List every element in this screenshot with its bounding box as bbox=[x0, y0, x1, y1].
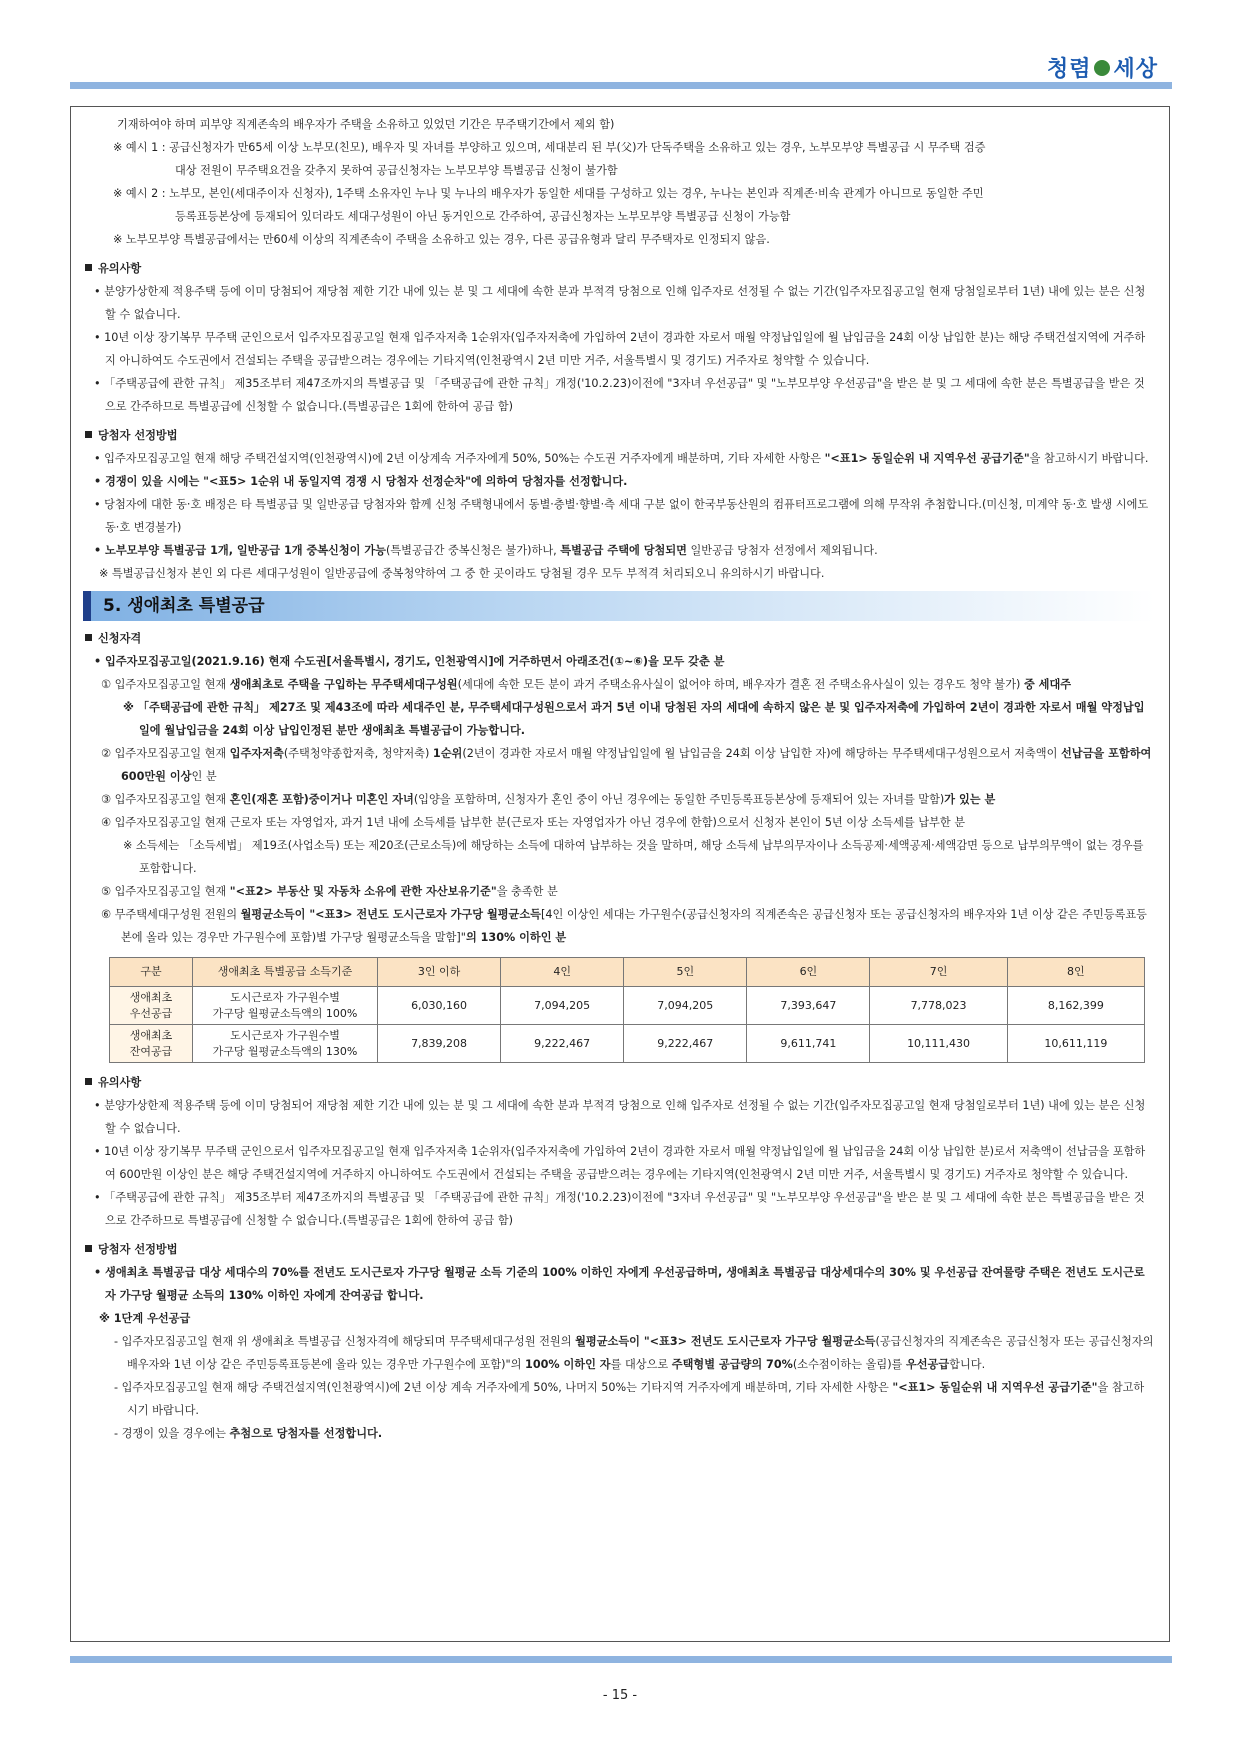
row-label: 생애최초 우선공급 bbox=[110, 987, 193, 1025]
qualification-1-note: ※ 「주택공급에 관한 규칙」 제27조 및 제43조에 따라 세대주인 분, 무주택세대구성원으로서 과거 5년 이내 당첨된 자의 세대에 속하지 않은 분 및 입주자저축에 가입하여 2년이 경과한 자로서 매월 약정납입일에 월납입금을 24회 이상 납입인정된 분만 생애최초 특별공급이 가능합니다. bbox=[123, 701, 1145, 737]
dash-item: - 입주자모집공고일 현재 위 생애최초 특별공급 신청자격에 해당되며 무주택세대구성원 전원의 월평균소득이 "<표3> 전년도 도시근로자 가구당 월평균소득(공급신청자의 직계존속은 공급신청자 또는 공급신청자의 배우자와 1년 이상 같은 주민등록표등본에 올라 있는 경우만 가구원수에 포함)"의 100% 이하인 자를 대상으로 주택형별 공급량의 70%(소수점이하는 올림)를 우선공급합니다. bbox=[114, 1335, 1154, 1371]
heading-caution: 유의사항 bbox=[85, 257, 1155, 280]
caution-item: • 「주택공급에 관한 규칙」 제35조부터 제47조까지의 특별공급 및 「주택공급에 관한 규칙」개정('10.2.23)이전에 "3자녀 우선공급" 및 "노부모부양 우선공급"을 받은 분 및 그 세대에 속한 분은 특별공급을 받은 것으로 간주하므로 특별공급에 신청할 수 없습니다.(특별공급은 1회에 한하여 공급 함) bbox=[94, 377, 1145, 413]
qualification-6: ⑥ 무주택세대구성원 전원의 월평균소득이 "<표3> 전년도 도시근로자 가구당 월평균소득[4인 이상인 세대는 가구원수(공급신청자의 직계존속은 공급신청자 또는 공급신청자의 배우자와 1년 이상 같은 주민등록표등본에 올라 있는 경우만 가구원수에 포함)별 가구당 월평균소득을 말함]"의 130% 이하인 분 bbox=[101, 908, 1147, 944]
selection-item: • 당첨자에 대한 동·호 배정은 타 특별공급 및 일반공급 당첨자와 함께 신청 주택형내에서 동별·층별·향별·측 세대 구분 없이 한국부동산원의 컴퓨터프로그램에 의해 무작위 추첨합니다.(미신청, 미계약 동·호 발생 시에도 동·호 변경불가) bbox=[94, 498, 1149, 534]
table-cell: 7,839,208 bbox=[378, 1025, 501, 1063]
qualification-3: ③ 입주자모집공고일 현재 혼인(재혼 포함)중이거나 미혼인 자녀(입양을 포함하며, 신청자가 혼인 중이 아닌 경우에는 동일한 주민등록표등본상에 등재되어 있는 자녀를 말함)가 있는 분 bbox=[101, 793, 996, 806]
table-cell: 7,393,647 bbox=[747, 987, 870, 1025]
selection-note: ※ 특별공급신청자 본인 외 다른 세대구성원이 일반공급에 중복청약하여 그 중 한 곳이라도 당첨될 경우 모두 부적격 처리되오니 유의하시기 바랍니다. bbox=[99, 567, 825, 580]
note: ※ 노부모부양 특별공급에서는 만60세 이상의 직계존속이 주택을 소유하고 있는 경우, 다른 공급유형과 달리 무주택자로 인정되지 않음. bbox=[113, 233, 770, 246]
section-bar bbox=[83, 591, 91, 621]
dash-item: - 경쟁이 있을 경우에는 추첨으로 당첨자를 선정합니다. bbox=[114, 1427, 383, 1440]
caution-item: • 분양가상한제 적용주택 등에 이미 당첨되어 재당첨 제한 기간 내에 있는 분 및 그 세대에 속한 분과 부적격 당첨으로 인해 입주자로 선정될 수 없는 기간(입주자모집공고일 현재 당첨일로부터 1년) 내에 있는 분은 신청할 수 없습니다. bbox=[94, 1099, 1146, 1135]
income-table bbox=[109, 957, 1145, 1063]
caution-item: • 10년 이상 장기복무 무주택 군인으로서 입주자모집공고일 현재 입주자저축 1순위자(입주자저축에 가입하여 2년이 경과한 자로서 매월 약정납입일에 월 납입금을 24회 이상 납입한 분)는 해당 주택건설지역에 거주하지 아니하여도 수도권에서 건설되는 주택을 공급받으려는 경우에는 기타지역(인천광역시 2년 미만 거주, 서울특별시 및 경기도) 거주자로 청약할 수 있습니다. bbox=[94, 331, 1146, 367]
square-bullet-icon bbox=[85, 634, 92, 641]
row-criterion: 도시근로자 가구원수별 가구당 월평균소득액의 100% bbox=[193, 987, 378, 1025]
section-header bbox=[83, 591, 1155, 621]
table-cell: 10,111,430 bbox=[870, 1025, 1007, 1063]
table-header: 5인 bbox=[624, 958, 747, 987]
row-criterion: 도시근로자 가구원수별 가구당 월평균소득액의 130% bbox=[193, 1025, 378, 1063]
qualification-2: ② 입주자모집공고일 현재 입주자저축(주택청약종합저축, 청약저축) 1순위(2년이 경과한 자로서 매월 약정납입일에 월 납입금을 24회 이상 납입한 자)에 해당하는 무주택세대구성원으로서 저축액이 선납금을 포함하여 600만원 이상인 분 bbox=[101, 747, 1152, 783]
content-frame bbox=[70, 106, 1170, 1642]
example-2: ※ 예시 2 : 노부모, 본인(세대주이자 신청자), 1주택 소유자인 누나 및 누나의 배우자가 동일한 세대를 구성하고 있는 경우, 누나는 본인과 직계존·비속 관계가 아니므로 동일한 주민 bbox=[113, 187, 984, 200]
qualification-1: ① 입주자모집공고일 현재 생애최초로 주택을 구입하는 무주택세대구성원(세대에 속한 모든 분이 과거 주택소유사실이 없어야 하며, 배우자가 결혼 전 주택소유사실이 있는 경우도 청약 불가) 중 세대주 bbox=[101, 678, 1072, 691]
heading-selection: 당첨자 선정방법 bbox=[85, 1238, 1155, 1261]
selection-item: • 노부모부양 특별공급 1개, 일반공급 1개 중복신청이 가능(특별공급간 중복신청은 불가)하나, 특별공급 주택에 당첨되면 일반공급 당첨자 선정에서 제외됩니다. bbox=[94, 544, 878, 557]
table-cell: 9,222,467 bbox=[624, 1025, 747, 1063]
table-header: 구분 bbox=[110, 958, 193, 987]
heading-qualification: 신청자격 bbox=[85, 627, 1155, 650]
example-2-cont: 등록표등본상에 등재되어 있더라도 세대구성원이 아닌 동거인으로 간주하여, 공급신청자는 노부모부양 특별공급 신청이 가능함 bbox=[175, 210, 791, 223]
heading-selection: 당첨자 선정방법 bbox=[85, 424, 1155, 447]
table-cell: 9,222,467 bbox=[501, 1025, 624, 1063]
table-header: 3인 이하 bbox=[378, 958, 501, 987]
table-header: 6인 bbox=[747, 958, 870, 987]
square-bullet-icon bbox=[85, 1245, 92, 1252]
qualification-5: ⑤ 입주자모집공고일 현재 "<표2> 부동산 및 자동차 소유에 관한 자산보유기준"을 충족한 분 bbox=[101, 885, 558, 898]
qualification-intro: • 입주자모집공고일(2021.9.16) 현재 수도권[서울특별시, 경기도, 인천광역시]에 거주하면서 아래조건(①~⑥)을 모두 갖춘 분 bbox=[94, 655, 725, 668]
table-header-row bbox=[110, 958, 1145, 987]
table-cell: 7,094,205 bbox=[501, 987, 624, 1025]
table-cell: 6,030,160 bbox=[378, 987, 501, 1025]
table-header: 생애최초 특별공급 소득기준 bbox=[193, 958, 378, 987]
content bbox=[85, 113, 1155, 1445]
square-bullet-icon bbox=[85, 1078, 92, 1085]
row-label: 생애최초 잔여공급 bbox=[110, 1025, 193, 1063]
qualification-4-note: ※ 소득세는 「소득세법」 제19조(사업소득) 또는 제20조(근로소득)에 해당하는 소득에 대하여 납부하는 것을 말하며, 해당 소득세 납부의무자이나 소득공제·세액공제·세액감면 등으로 납부의무액이 없는 경우를 포함합니다. bbox=[123, 839, 1144, 875]
table-row bbox=[110, 1025, 1145, 1063]
table-header: 8인 bbox=[1007, 958, 1144, 987]
square-bullet-icon bbox=[85, 431, 92, 438]
section-title: 5. 생애최초 특별공급 bbox=[103, 596, 265, 616]
logo: 청렴 세상 bbox=[1046, 56, 1158, 82]
page-number: - 15 - bbox=[602, 1688, 638, 1703]
qualification-4: ④ 입주자모집공고일 현재 근로자 또는 자영업자, 과거 1년 내에 소득세를 납부한 분(근로자 또는 자영업자가 아닌 경우에 한함)으로서 신청자 본인이 5년 이상 소득세를 납부한 분 bbox=[101, 816, 966, 829]
selection-item: • 입주자모집공고일 현재 해당 주택건설지역(인천광역시)에 2년 이상계속 거주자에게 50%, 50%는 수도권 거주자에게 배분하며, 기타 자세한 사항은 "<표1> 동일순위 내 지역우선 공급기준"을 참고하시기 바랍니다. bbox=[94, 452, 1149, 465]
table-row bbox=[110, 987, 1145, 1025]
table-cell: 8,162,399 bbox=[1007, 987, 1144, 1025]
dash-item: - 입주자모집공고일 현재 해당 주택건설지역(인천광역시)에 2년 이상 계속 거주자에게 50%, 나머지 50%는 기타지역 거주자에게 배분하며, 기타 자세한 사항은 "<표1> 동일순위 내 지역우선 공급기준"을 참고하시기 바랍니다. bbox=[114, 1381, 1145, 1417]
selection-item: • 생애최초 특별공급 대상 세대수의 70%를 전년도 도시근로자 가구당 월평균 소득 기준의 100% 이하인 자에게 우선공급하며, 생애최초 특별공급 대상세대수의 30% 및 우선공급 잔여물량 주택은 전년도 도시근로자 가구당 월평균 소득의 130% 이하인 자에게 잔여공급 합니다. bbox=[94, 1266, 1145, 1302]
bottom-rule bbox=[70, 1656, 1172, 1663]
heading-caution: 유의사항 bbox=[85, 1071, 1155, 1094]
table-cell: 9,611,741 bbox=[747, 1025, 870, 1063]
table-cell: 7,778,023 bbox=[870, 987, 1007, 1025]
caution-item: • 10년 이상 장기복무 무주택 군인으로서 입주자모집공고일 현재 입주자저축 1순위자(입주자저축에 가입하여 2년이 경과한 자로서 매월 약정납입일에 월 납입금을 24회 이상 납입한 분)로서 저축액이 선납금을 포함하여 600만원 이상인 분은 해당 주택건설지역에 거주하지 아니하여도 수도권에서 건설되는 주택을 공급받으려는 경우에는 기타지역(인천광역시 2년 미만 거주, 서울특별시 및 경기도) 거주자로 청약할 수 있습니다. bbox=[94, 1145, 1146, 1181]
caution-item: • 「주택공급에 관한 규칙」 제35조부터 제47조까지의 특별공급 및 「주택공급에 관한 규칙」개정('10.2.23)이전에 "3자녀 우선공급" 및 "노부모부양 우선공급"을 받은 분 및 그 세대에 속한 분은 특별공급을 받은 것으로 간주하므로 특별공급에 신청할 수 없습니다.(특별공급은 1회에 한하여 공급 함) bbox=[94, 1191, 1145, 1227]
example-1-cont: 대상 전원이 무주택요건을 갖추지 못하여 공급신청자는 노부모부양 특별공급 신청이 불가함 bbox=[175, 164, 618, 177]
selection-item: • 경쟁이 있을 시에는 "<표5> 1순위 내 동일지역 경쟁 시 당첨자 선정순차"에 의하여 당첨자를 선정합니다. bbox=[94, 475, 628, 488]
stage-note: ※ 1단계 우선공급 bbox=[99, 1312, 191, 1325]
paragraph: 기재하여야 하며 피부양 직계존속의 배우자가 주택을 소유하고 있었던 기간은 무주택기간에서 제외 함) bbox=[117, 118, 615, 131]
table-header: 4인 bbox=[501, 958, 624, 987]
example-1: ※ 예시 1 : 공급신청자가 만65세 이상 노부모(친모), 배우자 및 자녀를 부양하고 있으며, 세대분리 된 부(父)가 단독주택을 소유하고 있는 경우, 노부모부양 특별공급 시 무주택 검증 bbox=[113, 141, 986, 154]
table-cell: 7,094,205 bbox=[624, 987, 747, 1025]
caution-item: • 분양가상한제 적용주택 등에 이미 당첨되어 재당첨 제한 기간 내에 있는 분 및 그 세대에 속한 분과 부적격 당첨으로 인해 입주자로 선정될 수 없는 기간(입주자모집공고일 현재 당첨일로부터 1년) 내에 있는 분은 신청할 수 없습니다. bbox=[94, 285, 1146, 321]
square-bullet-icon bbox=[85, 264, 92, 271]
logo-emblem-icon bbox=[1094, 60, 1110, 76]
table-header: 7인 bbox=[870, 958, 1007, 987]
top-rule bbox=[70, 82, 1172, 89]
table-cell: 10,611,119 bbox=[1007, 1025, 1144, 1063]
